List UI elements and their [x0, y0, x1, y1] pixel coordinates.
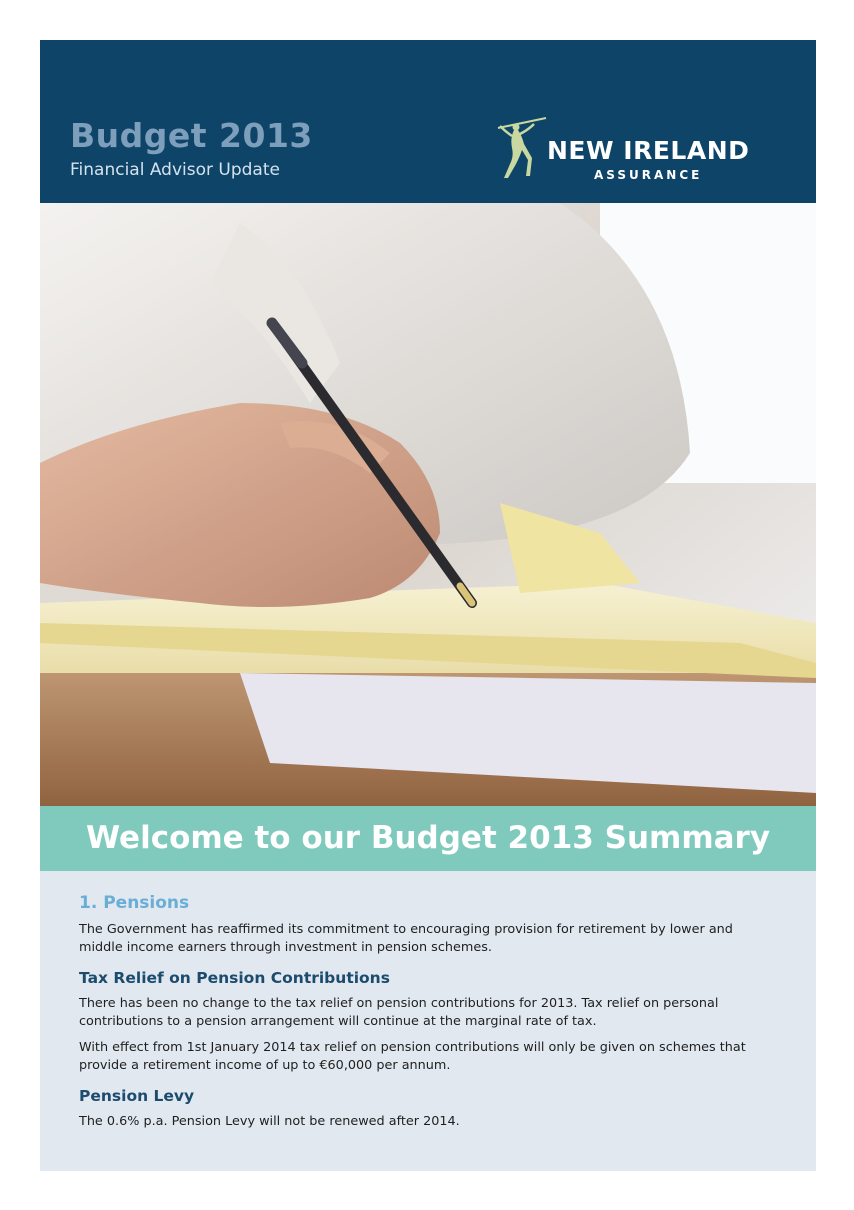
pension-levy-paragraph: The 0.6% p.a. Pension Levy will not be renewed after 2014.	[79, 1114, 460, 1129]
tax-relief-paragraph-2: With effect from 1st January 2014 tax relief on pension contributions will only be given on schemes that provide a retirement income of up to €60,000 per annum.	[79, 1040, 746, 1073]
welcome-banner	[40, 806, 816, 871]
section-intro: The Government has reaffirmed its commitment to encouraging provision for retirement by lower and middle income earners through investment in pension schemes.	[79, 922, 733, 955]
new-ireland-logo	[492, 116, 792, 186]
section-heading-pensions: 1. Pensions	[79, 893, 190, 913]
page-subtitle: Financial Advisor Update	[70, 160, 280, 180]
banner-heading: Welcome to our Budget 2013 Summary	[85, 820, 771, 856]
logo-subtext: ASSURANCE	[594, 168, 703, 182]
page-title: Budget 2013	[70, 116, 313, 155]
javelin-figure-icon	[492, 116, 548, 182]
content-panel	[40, 871, 816, 1171]
hero-photo	[40, 203, 816, 806]
subheading-pension-levy: Pension Levy	[79, 1087, 195, 1105]
logo-wordmark: NEW IRELAND	[547, 136, 750, 165]
subheading-tax-relief: Tax Relief on Pension Contributions	[79, 969, 390, 987]
page	[40, 40, 816, 1171]
tax-relief-paragraph-1: There has been no change to the tax relief on pension contributions for 2013. Tax relief on personal contributions to a pension arrangement will continue at the marginal rate of tax.	[79, 996, 719, 1029]
header	[40, 40, 816, 203]
hand-writing-photo	[40, 203, 816, 806]
